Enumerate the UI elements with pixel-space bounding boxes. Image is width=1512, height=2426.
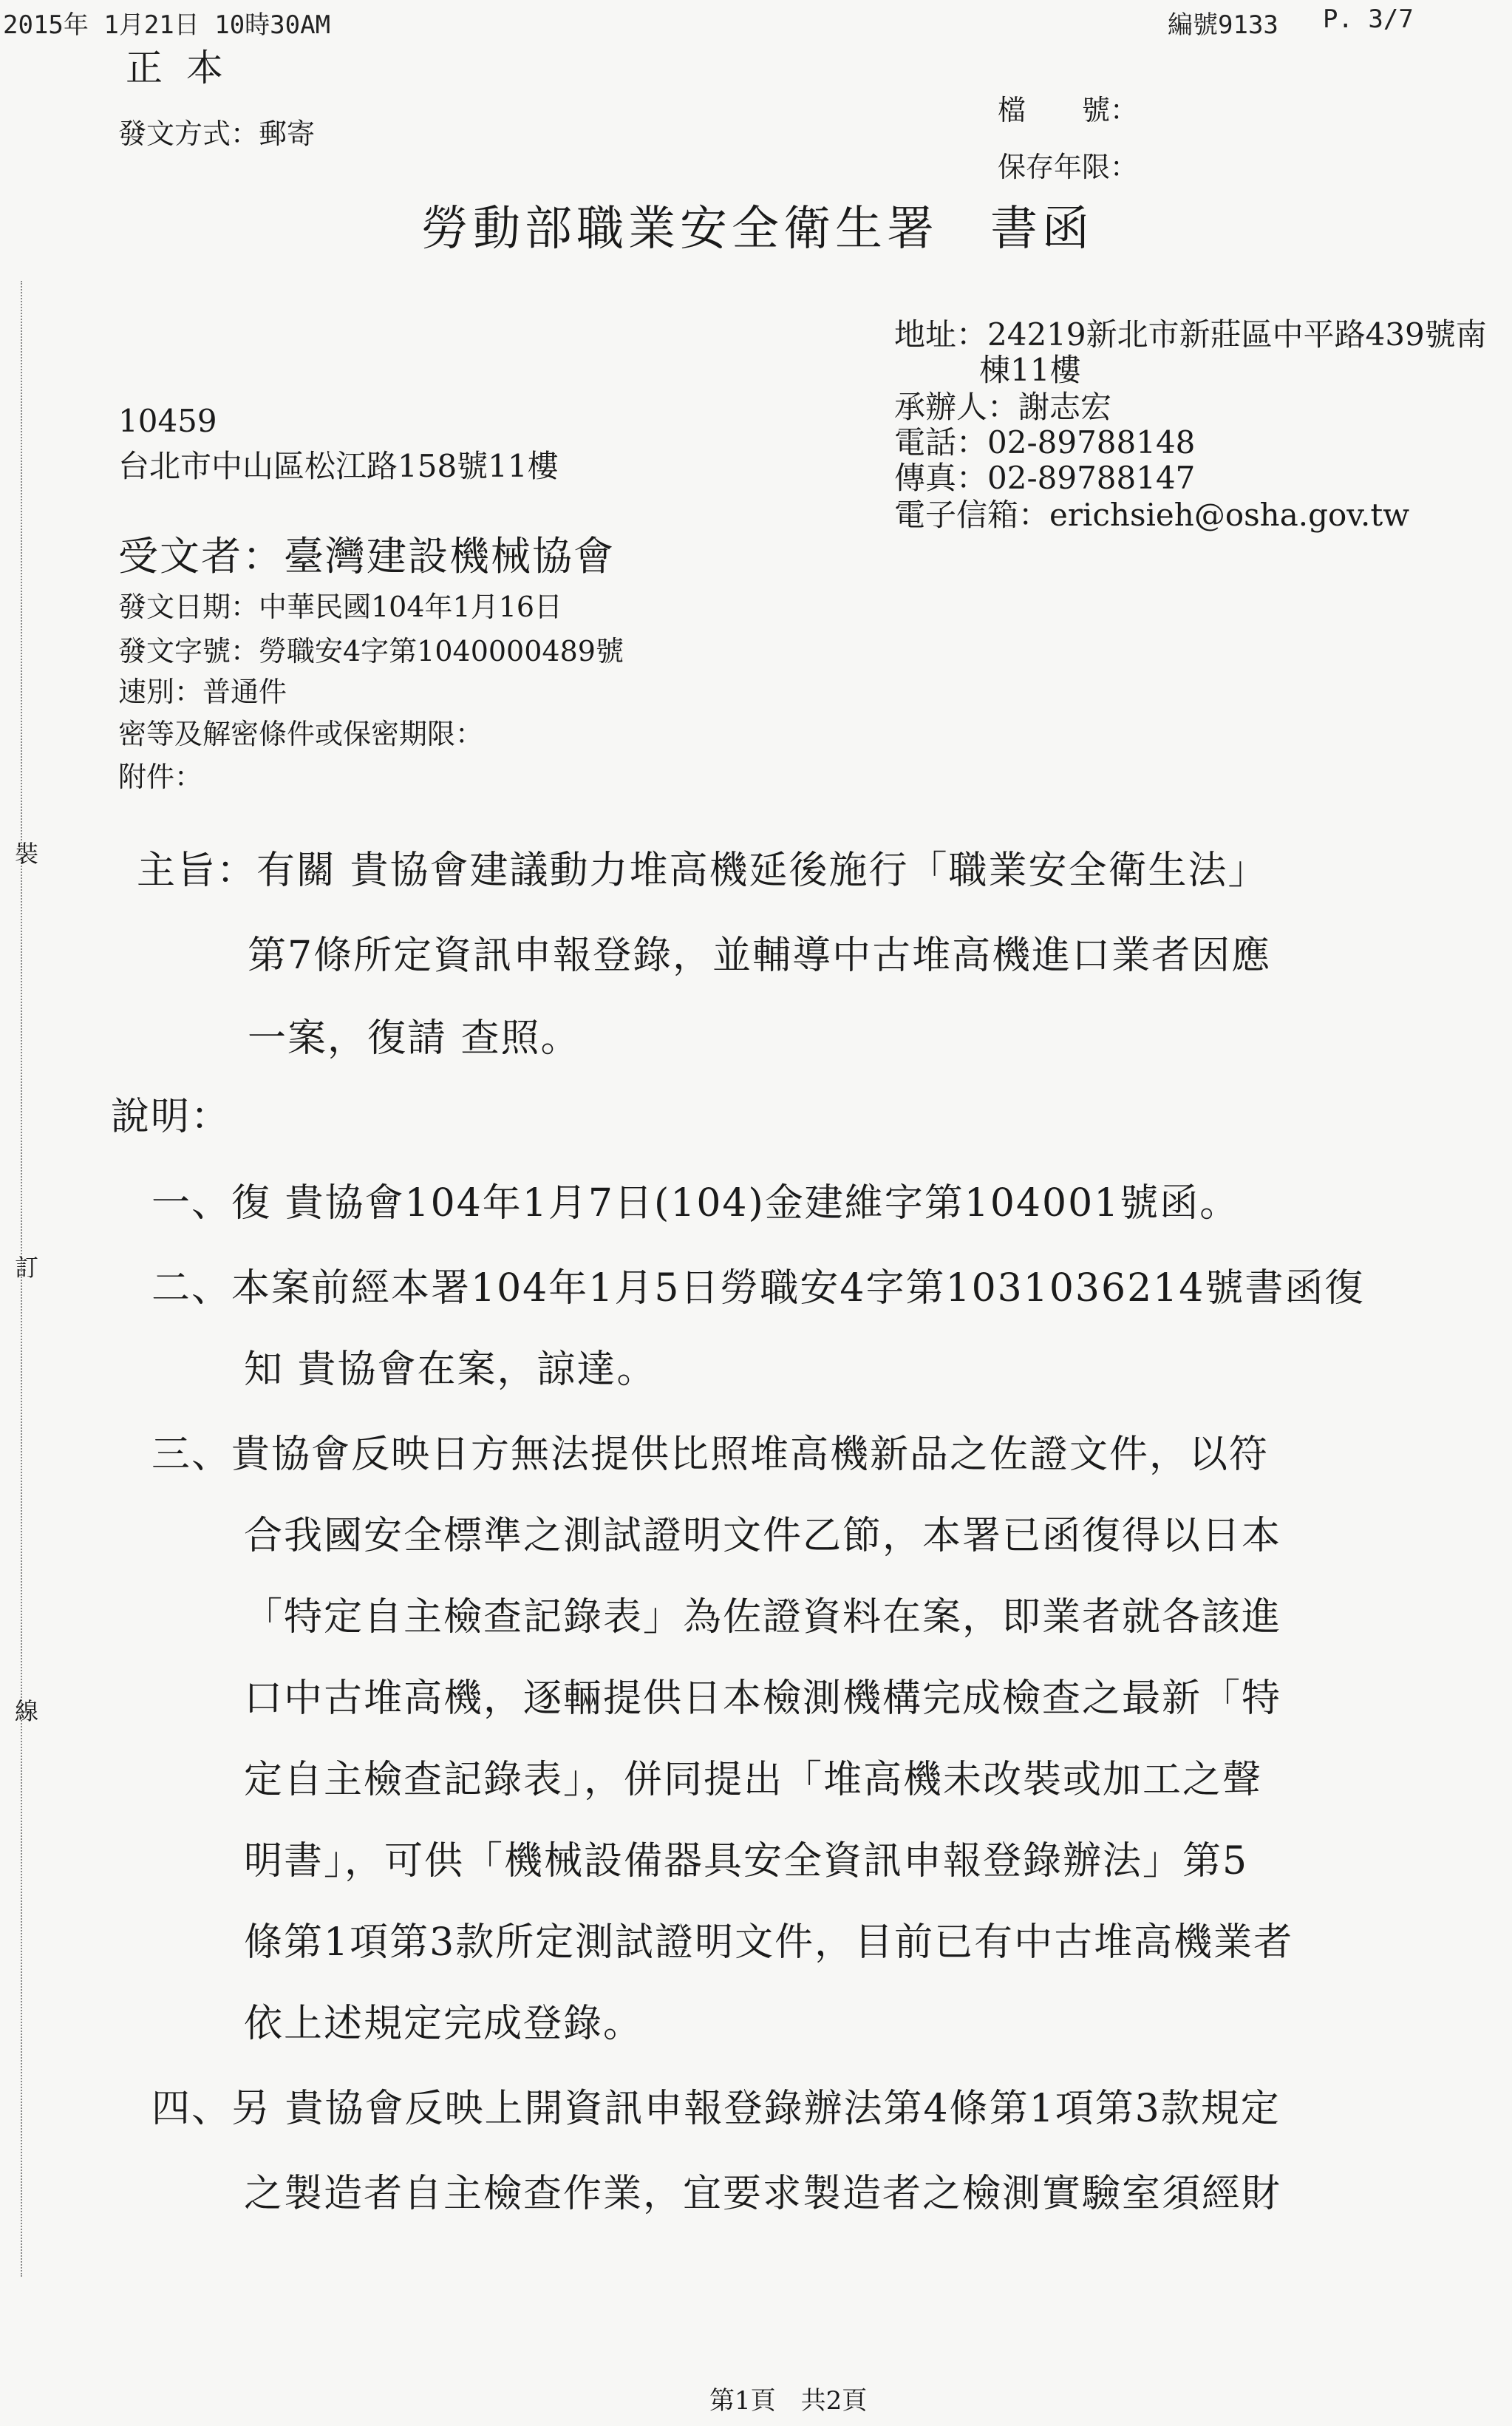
margin-mark-bind: 裝 — [15, 840, 39, 868]
item-4-line-1: 四、另 貴協會反映上開資訊申報登錄辦法第4條第1項第3款規定 — [151, 2087, 1281, 2131]
attachment: 附件： — [118, 761, 203, 793]
email: 電子信箱：erichsieh@osha.gov.tw — [894, 497, 1410, 533]
margin-mark-nail: 訂 — [15, 1254, 39, 1282]
page-footer: 第1頁 共2頁 — [709, 2386, 868, 2416]
speed-category: 速別：普通件 — [118, 676, 287, 708]
item-3-line-2: 合我國安全標準之測試證明文件乙節，本署已函復得以日本 — [244, 1514, 1282, 1558]
item-1: 一、復 貴協會104年1月7日(104)金建維字第104001號函。 — [151, 1181, 1240, 1226]
recipient-name: 受文者：臺灣建設機械協會 — [118, 533, 615, 580]
subject-line-3: 一案，復請 查照。 — [248, 1016, 581, 1061]
file-number: 檔 號： — [998, 94, 1139, 126]
item-3-line-3: 「特定自主檢查記錄表」為佐證資料在案，即業者就各該進 — [244, 1595, 1282, 1640]
reference-number: 發文字號：勞職安4字第1040000489號 — [118, 635, 624, 667]
item-3-line-5: 定自主檢查記錄表」，併同提出「堆高機未改裝或加工之聲 — [244, 1758, 1263, 1802]
postal-code: 10459 — [118, 403, 217, 439]
phone: 電話：02-89788148 — [894, 424, 1196, 461]
send-method: 發文方式：郵寄 — [118, 118, 316, 150]
item-2-line-2: 知 貴協會在案，諒達。 — [244, 1348, 657, 1392]
fax: 傳真：02-89788147 — [894, 460, 1196, 496]
item-3-line-8: 依上述規定完成登錄。 — [244, 2002, 644, 2046]
sender-address-line2: 棟11樓 — [979, 352, 1081, 388]
margin-mark-line: 線 — [15, 1697, 39, 1725]
secrecy-level: 密等及解密條件或保密期限： — [118, 718, 484, 750]
fax-number: 編號9133 — [1168, 10, 1278, 40]
issue-date: 發文日期：中華民國104年1月16日 — [118, 591, 563, 623]
item-3-line-4: 口中古堆高機，逐輛提供日本檢測機構完成檢查之最新「特 — [244, 1676, 1282, 1721]
item-3-line-6: 明書」，可供「機械設備器具安全資訊申報登錄辦法」第5 — [244, 1839, 1249, 1883]
explanation-label: 說明： — [111, 1095, 231, 1139]
item-3-line-7: 條第1項第3款所定測試證明文件，目前已有中古堆高機業者 — [244, 1920, 1294, 1965]
copy-type: 正 本 — [126, 47, 229, 89]
fax-page: P. 3/7 — [1323, 4, 1414, 34]
item-3-line-1: 三、貴協會反映日方無法提供比照堆高機新品之佐證文件，以符 — [151, 1433, 1270, 1477]
subject-line-2: 第7條所定資訊申報登錄，並輔導中古堆高機進口業者因應 — [248, 934, 1272, 978]
item-4-line-2: 之製造者自主檢查作業，宜要求製造者之檢測實驗室須經財 — [244, 2172, 1282, 2216]
sender-address-line1: 地址：24219新北市新莊區中平路439號南 — [894, 316, 1487, 353]
subject-line-1: 主旨：有關 貴協會建議動力堆高機延後施行「職業安全衛生法」 — [137, 849, 1268, 893]
retention-period: 保存年限： — [998, 151, 1139, 183]
recipient-address: 台北市中山區松江路158號11樓 — [118, 448, 559, 484]
document-title: 勞動部職業安全衛生署 書函 — [421, 202, 1094, 256]
contact-person: 承辦人：謝志宏 — [894, 389, 1112, 425]
fax-datetime: 2015年 1月21日 10時30AM — [3, 10, 331, 40]
item-2-line-1: 二、本案前經本署104年1月5日勞職安4字第1031036214號書函復 — [151, 1266, 1365, 1311]
